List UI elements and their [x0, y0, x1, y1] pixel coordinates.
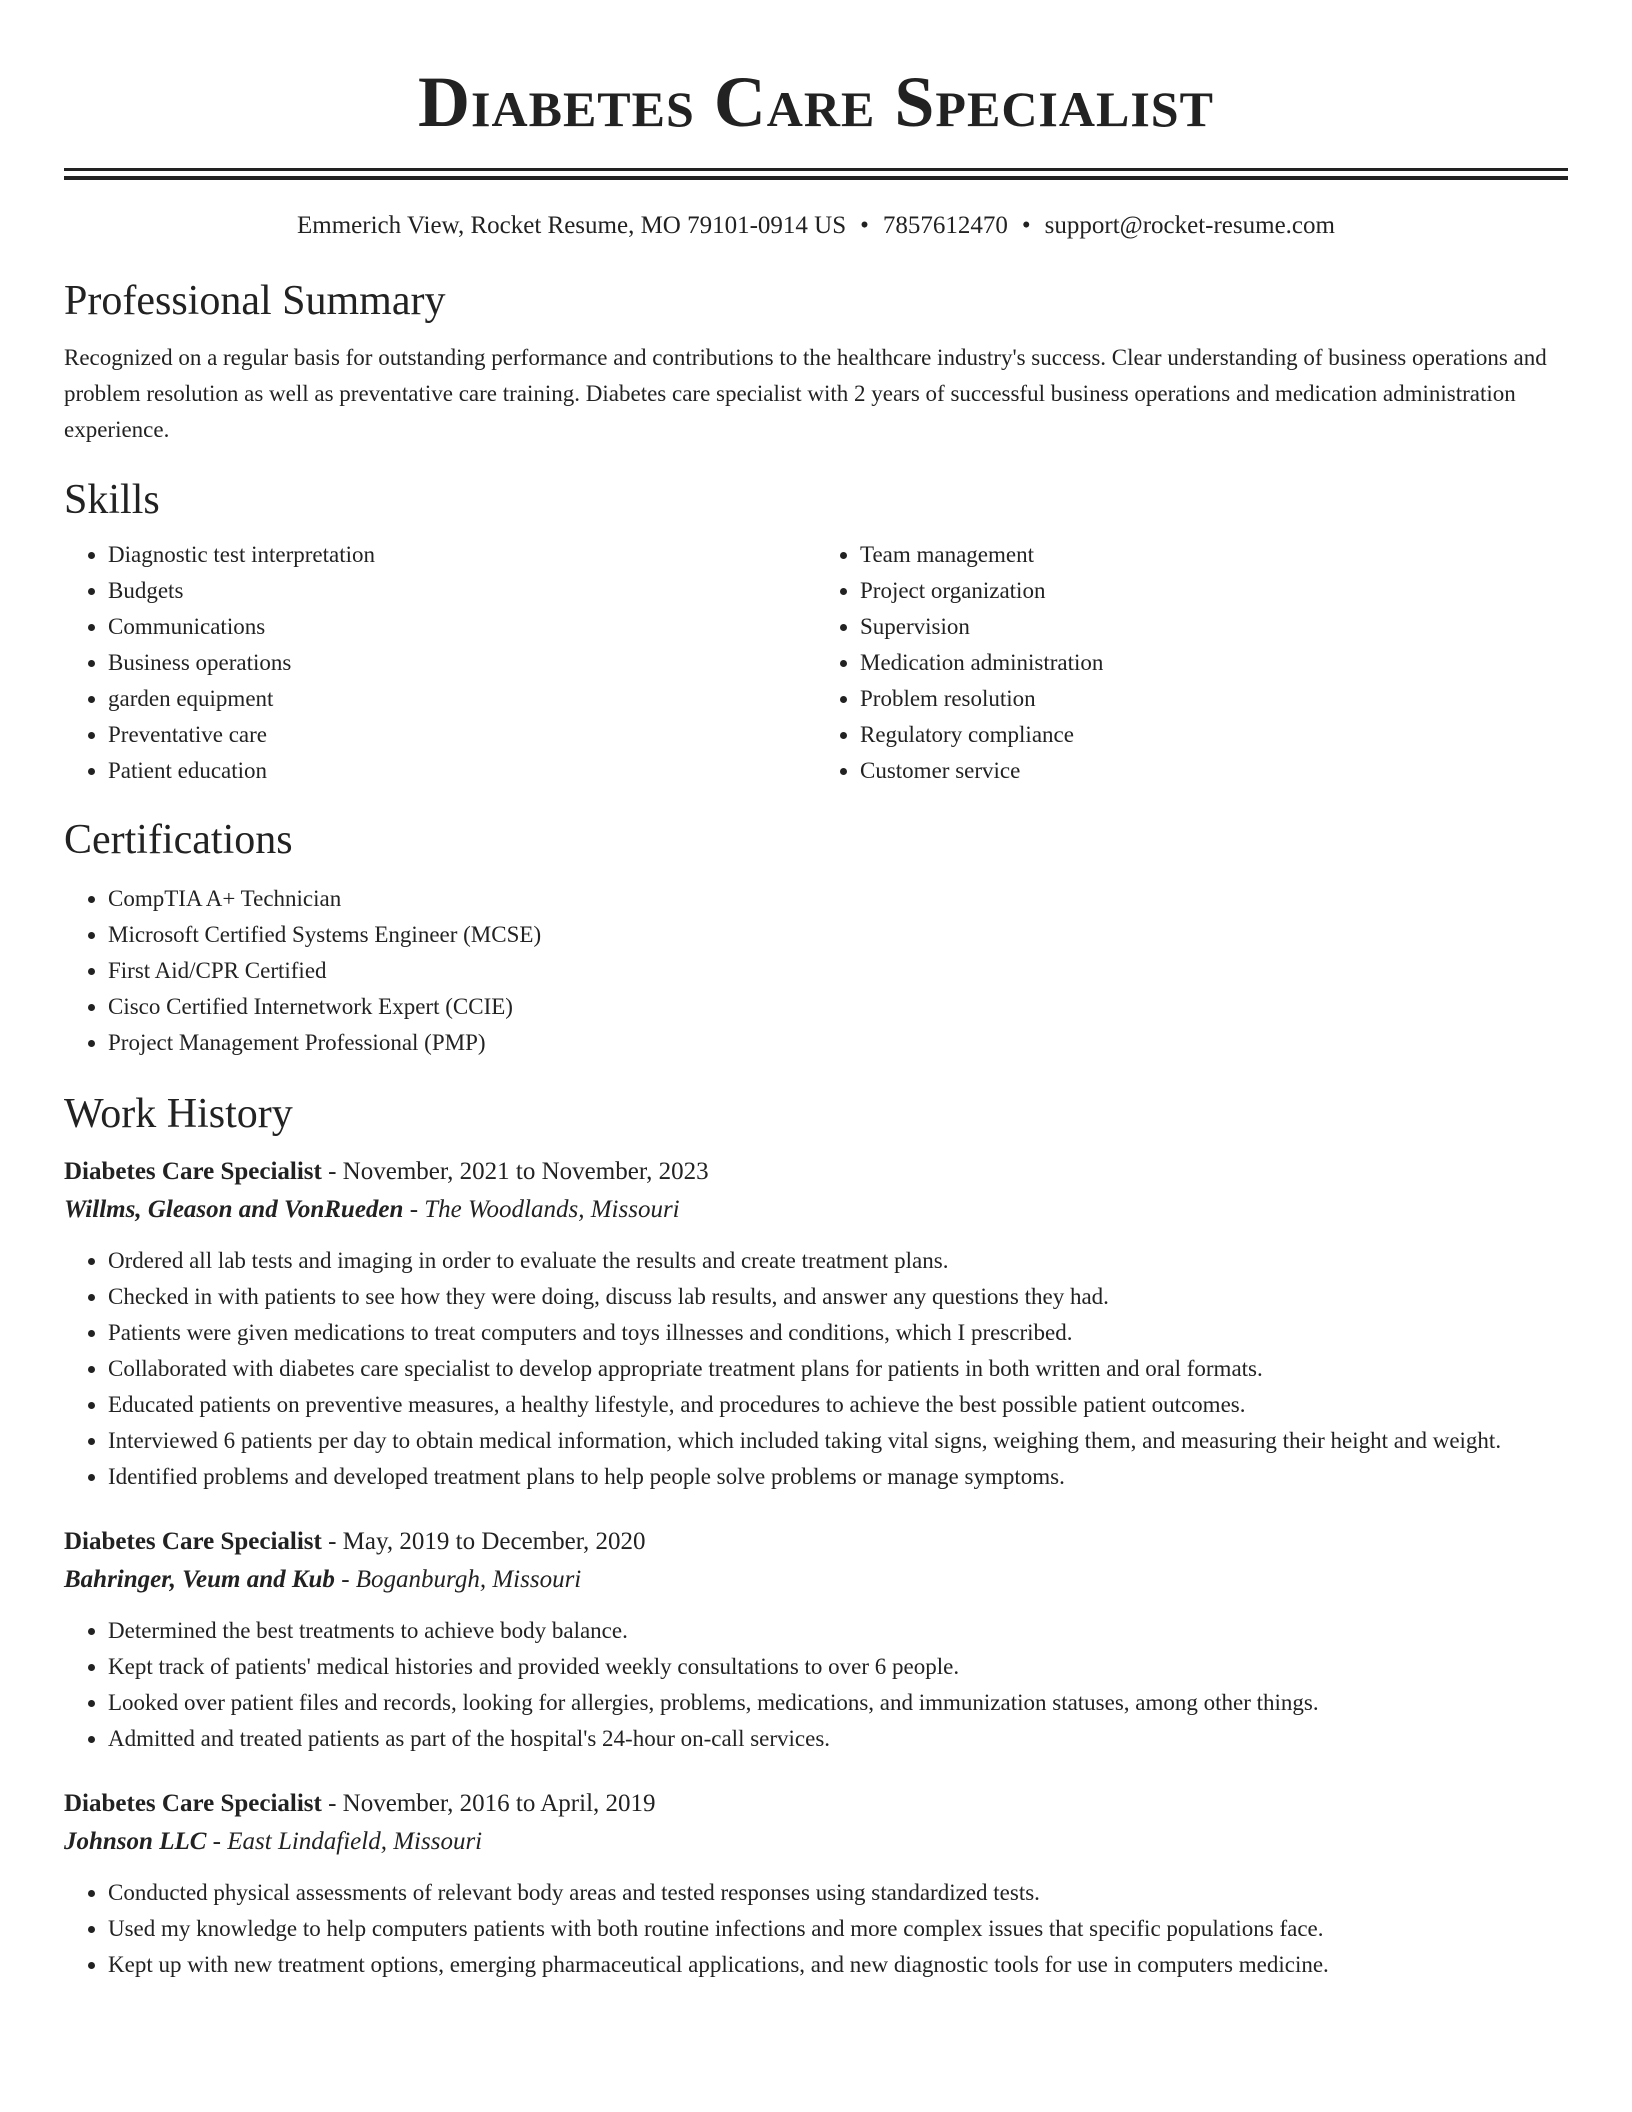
contact-email: support@rocket-resume.com: [1044, 212, 1335, 239]
skill-item: • Budgets: [108, 573, 816, 609]
job-bullets: [64, 1243, 1568, 1495]
job-dates: - May, 2019 to December, 2020: [321, 1528, 646, 1555]
header-rule-top: [64, 168, 1568, 171]
contact-phone: 7857612470: [882, 212, 1008, 239]
contact-separator: •: [1021, 212, 1031, 239]
job-bullet: • Checked in with patients to see how they were doing, discuss lab results, and answer any questions they had.: [108, 1279, 1568, 1315]
skill-item: • Medication administration: [860, 645, 1568, 681]
contact-address: Emmerich View, Rocket Resume, MO 79101-0914 US: [297, 212, 847, 239]
job-dates: - November, 2016 to April, 2019: [321, 1790, 656, 1817]
job-bullet: • Admitted and treated patients as part of the hospital's 24-hour on-call services.: [108, 1721, 1568, 1757]
resume-name: Diabetes Care Specialist: [418, 62, 1214, 142]
job-entry: [64, 1523, 1568, 1757]
job-bullet: • Looked over patient files and records, looking for allergies, problems, medications, and immunization statuses, among other things.: [108, 1685, 1568, 1721]
job-company: Johnson LLC: [64, 1828, 207, 1855]
job-heading: [64, 1523, 1568, 1561]
job-bullet: • Determined the best treatments to achieve body balance.: [108, 1613, 1568, 1649]
section-title-work-history: Work History: [64, 1091, 293, 1137]
summary-text: Recognized on a regular basis for outstanding performance and contributions to the healthcare industry's success. Clear understanding of business operations and problem resolution as well as preventative care training. Diabetes care specialist with 2 years of successful business operations and medication administration experience.: [64, 345, 1547, 442]
job-company-line: [64, 1561, 1568, 1599]
skills-list-right: [816, 537, 1568, 789]
skill-item: • Preventative care: [108, 717, 816, 753]
job-heading: [64, 1153, 1568, 1191]
job-role: Diabetes Care Specialist: [64, 1528, 322, 1555]
certification-item: • CompTIA A+ Technician: [108, 881, 1568, 917]
job-bullet: • Kept track of patients' medical histories and provided weekly consultations to over 6 people.: [108, 1649, 1568, 1685]
job-bullets: [64, 1613, 1568, 1757]
skill-item: • Business operations: [108, 645, 816, 681]
section-title-summary: Professional Summary: [64, 278, 446, 324]
job-bullets: [64, 1875, 1568, 1983]
certification-item: • Project Management Professional (PMP): [108, 1025, 1568, 1061]
certification-item: • First Aid/CPR Certified: [108, 953, 1568, 989]
job-location: - East Lindafield, Missouri: [206, 1828, 483, 1855]
job-company-line: [64, 1191, 1568, 1229]
skills-columns: [64, 537, 1568, 789]
skill-item: • Communications: [108, 609, 816, 645]
contact-separator: •: [860, 212, 869, 239]
certification-item: • Microsoft Certified Systems Engineer (MCSE): [108, 917, 1568, 953]
skill-item: • Supervision: [860, 609, 1568, 645]
job-bullet: • Identified problems and developed treatment plans to help people solve problems or manage symptoms.: [108, 1459, 1568, 1495]
contact-line: [64, 210, 1568, 242]
job-bullet: • Collaborated with diabetes care specialist to develop appropriate treatment plans for patients in both written and oral formats.: [108, 1351, 1568, 1387]
skill-item: • garden equipment: [108, 681, 816, 717]
skill-item: • Problem resolution: [860, 681, 1568, 717]
job-location: - The Woodlands, Missouri: [403, 1196, 680, 1223]
resume-page: [64, 0, 1568, 1983]
job-bullet: • Conducted physical assessments of relevant body areas and tested responses using standardized tests.: [108, 1875, 1568, 1911]
skills-list-left: [64, 537, 816, 789]
certifications-list: [64, 881, 1568, 1061]
job-role: Diabetes Care Specialist: [64, 1158, 322, 1185]
job-company: Willms, Gleason and VonRueden: [64, 1196, 404, 1223]
section-title-skills: Skills: [64, 477, 160, 523]
job-entry: [64, 1153, 1568, 1495]
skill-item: • Patient education: [108, 753, 816, 789]
job-heading: [64, 1785, 1568, 1823]
header-rule-bottom: [64, 176, 1568, 180]
job-entry: [64, 1785, 1568, 1983]
job-company: Bahringer, Veum and Kub: [64, 1566, 335, 1593]
job-location: - Boganburgh, Missouri: [334, 1566, 582, 1593]
skill-item: • Customer service: [860, 753, 1568, 789]
job-bullet: • Patients were given medications to treat computers and toys illnesses and conditions, which I prescribed.: [108, 1315, 1568, 1351]
job-bullet: • Interviewed 6 patients per day to obtain medical information, which included taking vital signs, weighing them, and measuring their height and weight.: [108, 1423, 1568, 1459]
certification-item: • Cisco Certified Internetwork Expert (CCIE): [108, 989, 1568, 1025]
job-dates: - November, 2021 to November, 2023: [321, 1158, 709, 1185]
skill-item: • Project organization: [860, 573, 1568, 609]
job-bullet: • Educated patients on preventive measures, a healthy lifestyle, and procedures to achieve the best possible patient outcomes.: [108, 1387, 1568, 1423]
skill-item: • Diagnostic test interpretation: [108, 537, 816, 573]
job-bullet: • Ordered all lab tests and imaging in order to evaluate the results and create treatment plans.: [108, 1243, 1568, 1279]
job-company-line: [64, 1823, 1568, 1861]
job-role: Diabetes Care Specialist: [64, 1790, 322, 1817]
job-bullet: • Used my knowledge to help computers patients with both routine infections and more complex issues that specific populations face.: [108, 1911, 1568, 1947]
job-bullet: • Kept up with new treatment options, emerging pharmaceutical applications, and new diagnostic tools for use in computers medicine.: [108, 1947, 1568, 1983]
skill-item: • Regulatory compliance: [860, 717, 1568, 753]
section-title-certifications: Certifications: [64, 817, 293, 863]
skill-item: • Team management: [860, 537, 1568, 573]
